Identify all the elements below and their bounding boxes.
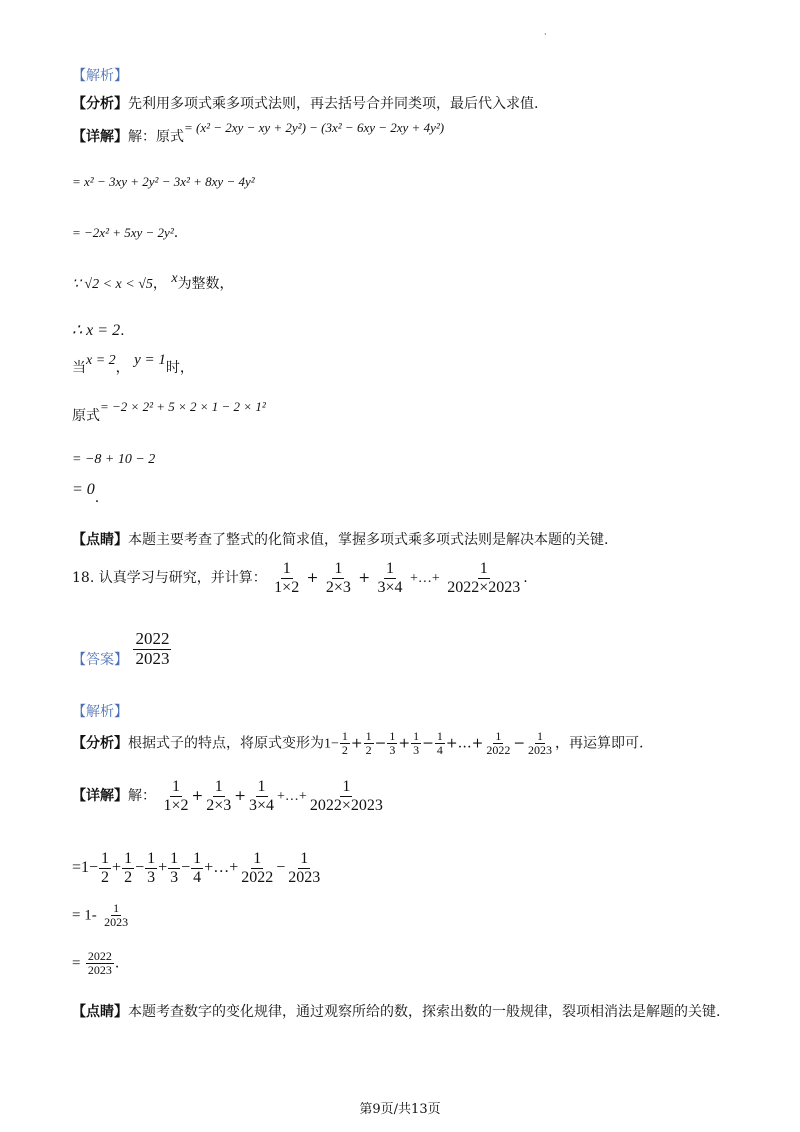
detail-line-2: 【详解】解： $\frac{1}{1\times 2}$ + $\frac{1}{2\times 3}$ + $\frac{1}{3\times 4}$ +…+ $\frac{1}{2022\times 2023}$	[72, 778, 383, 814]
answer-line	[72, 630, 172, 668]
question-prompt: 认真学习与研究，并计算：	[98, 570, 267, 587]
answer-label: 【答案】	[72, 652, 128, 669]
expr-line-4: ∵ √2 < x < √5， x为整数，	[72, 271, 234, 292]
page-mark: ·	[544, 30, 547, 39]
detail-line: 【详解】解：原式= (x² − 2xy − xy + 2y²) − (3x² − 6xy − 2xy + 4y²)	[72, 120, 445, 145]
comment-line	[72, 530, 608, 550]
detail-label: 【详解】	[72, 129, 128, 145]
answer-numerator: 2022	[135, 629, 170, 648]
expr-line-8: = −8 + 10 − 2	[72, 452, 156, 467]
question-18: 18. 认真学习与研究，并计算： $\frac{1}{1\times 2}$ + $\frac{1}{2\times 3}$ + $\frac{1}{3\times 4}$ +…+ $\frac{1}{2022\times 2023}$ .	[72, 560, 528, 596]
expr-line-2: = x² − 3xy + 2y² − 3x² + 8xy − 4y²	[72, 174, 255, 189]
expr-line-1: = (x² − 2xy − xy + 2y²) − (3x² − 6xy − 2xy + 4y²)	[184, 120, 445, 135]
analysis-line	[72, 94, 538, 114]
comment-line-2: 【点睛】本题考查数字的变化规律，通过观察所给的数，探索出数的一般规律，裂项相消法是解题的关键.	[72, 1004, 721, 1020]
expr-line-5: ∴ x = 2.	[72, 322, 125, 339]
analysis-label: 【分析】	[72, 96, 128, 112]
detail-line-2b: =1− $\frac{1}{2}$ + $\frac{1}{2}$ − $\frac{1}{3}$ + $\frac{1}{3}$ − $\frac{1}{4}$ +…+ $\frac{1}{2022}$ − $\frac{1}{2023}$	[72, 850, 321, 886]
expr-line-9: = 0.	[72, 481, 100, 506]
detail-line-2d: = $\frac{2022}{2023}$ .	[72, 949, 120, 978]
analysis-text: 先利用多项式乘多项式法则，再去括号合并同类项，最后代入求值.	[128, 96, 539, 112]
expr-line-7: 原式= −2 × 2² + 5 × 2 × 1 − 2 × 1²	[72, 399, 266, 424]
section-label-jiexi-2: 【解析】	[72, 704, 128, 720]
page-footer: 第9页/共13页	[359, 1102, 441, 1117]
detail-line-2c: = 1- $\frac{1}{2023}$	[72, 901, 129, 930]
section-label-jiexi: 【解析】	[72, 68, 128, 84]
question-number: 18.	[72, 570, 95, 587]
answer-denominator: 2023	[135, 648, 170, 668]
analysis-line-2: 【分析】根据式子的特点，将原式变形为1− $\frac{1}{2}$ + $\frac{1}{2}$ − $\frac{1}{3}$ + $\frac{1}{3}$ − $\frac{1}{4}$ +…+ $\frac{1}{2022}$ − $\frac{1}{2023}$ ，再运算即可.	[72, 729, 644, 758]
comment-label: 【点睛】	[72, 532, 128, 548]
expr-line-6: 当x = 2， y = 1时，	[72, 352, 194, 376]
expr-line-3: = −2x² + 5xy − 2y².	[72, 225, 179, 241]
comment-text: 本题主要考查了整式的化简求值，掌握多项式乘多项式法则是解决本题的关键.	[128, 532, 609, 548]
